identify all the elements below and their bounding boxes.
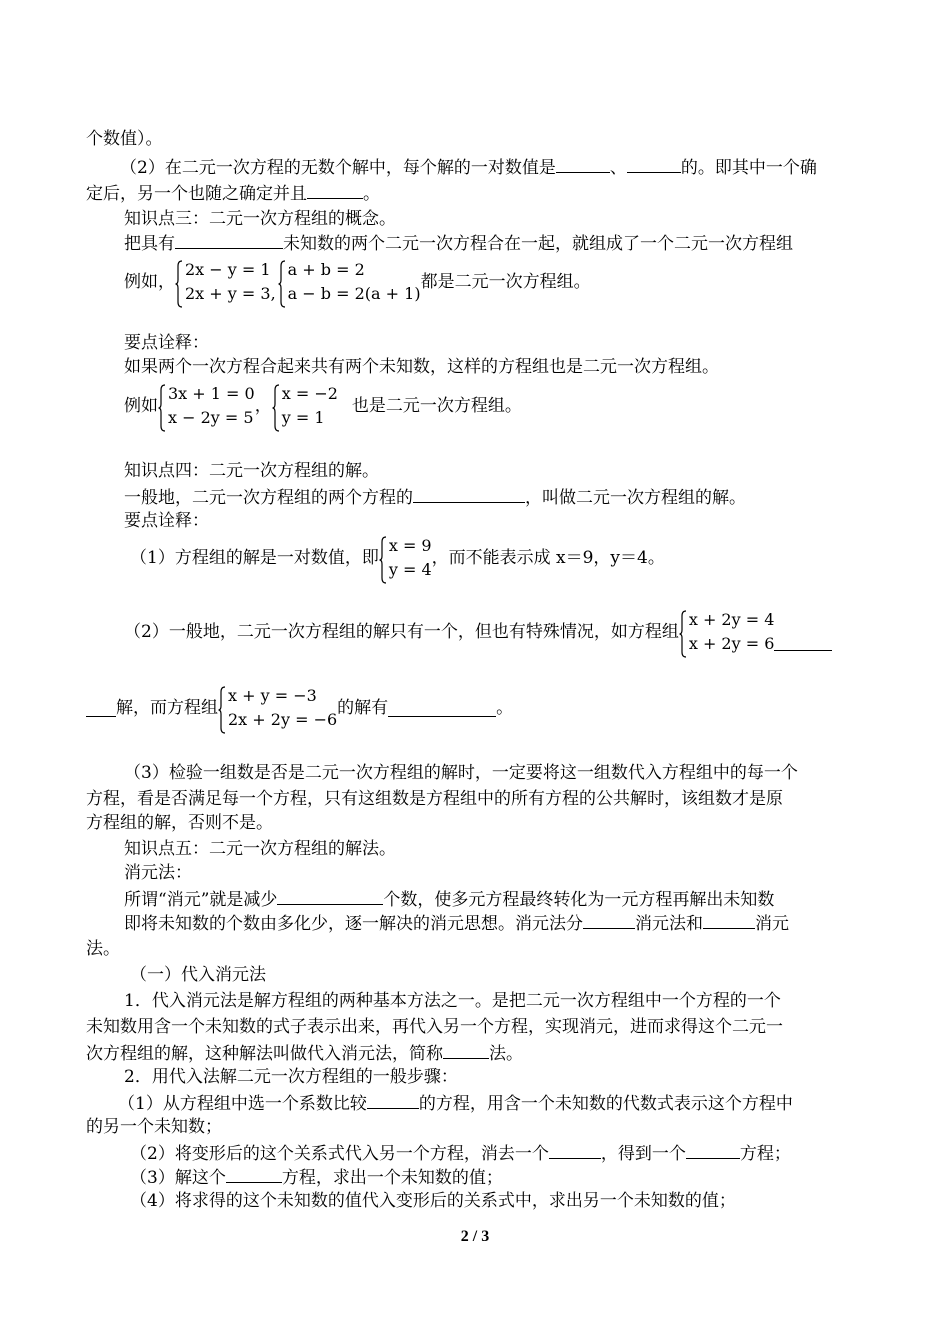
text-line: 方程组的解，否则不是。 [86, 813, 273, 833]
text: 。 [496, 698, 514, 718]
equation-row: x = 9 [388, 536, 432, 555]
equation-system [158, 382, 255, 430]
equation-row: x = −2 [281, 384, 338, 403]
example-line [124, 382, 522, 430]
text-line: 1．代入消元法是解方程组的两种基本方法之一。是把二元一次方程组中一个方程的一个 [124, 991, 781, 1011]
text: ，得到一个 [600, 1144, 686, 1164]
text: 即将未知数的个数由多化少，逐一解决的消元思想。消元法分 [124, 914, 583, 934]
text-line [86, 684, 513, 732]
blank [549, 1142, 601, 1159]
text-line: 的另一个未知数； [86, 1117, 222, 1137]
text: 把具有 [124, 234, 175, 254]
text-line: 个数值）。 [86, 129, 163, 149]
blank [413, 486, 525, 503]
blank [556, 156, 610, 173]
text: 都是二元一次方程组。 [420, 272, 591, 292]
text: （1）方程组的解是一对数值，即 [130, 548, 379, 568]
text-line [124, 232, 793, 255]
equation-system [679, 608, 775, 656]
equation-row: x + 2y = 6 [688, 634, 775, 653]
text-line [86, 182, 380, 205]
equation-system [175, 258, 276, 306]
text-line [124, 608, 832, 656]
blank [686, 1142, 740, 1159]
text: （1）从方程组中选一个系数比较 [118, 1094, 367, 1114]
text: 消元 [755, 914, 789, 934]
text: 的方程，用含一个未知数的代数式表示这个方程中 [418, 1094, 793, 1114]
section-heading: 知识点三：二元一次方程组的概念。 [124, 209, 396, 229]
text: 方程； [739, 1144, 791, 1164]
equation-system [218, 684, 337, 732]
text-line: 消元法： [124, 863, 192, 883]
text: 解，而方程组 [116, 698, 218, 718]
text-line: （3）检验一组数是否是二元一次方程组的解时，一定要将这一组数代入方程组中的每一个 [124, 763, 798, 783]
text: 的解有 [337, 698, 389, 718]
brace-icon [175, 260, 183, 308]
blank [367, 1092, 419, 1109]
text: 方程，求出一个未知数的值； [281, 1168, 503, 1188]
text-line: 2．用代入法解二元一次方程组的一般步骤： [124, 1067, 458, 1087]
blank [226, 1166, 282, 1183]
equation-system [379, 534, 432, 582]
text: ， [254, 396, 272, 416]
section-heading: 知识点五：二元一次方程组的解法。 [124, 839, 396, 859]
equation-row: x + y = −3 [228, 686, 317, 705]
text-line: 方程，看是否满足每一个方程，只有这组数是方程组中的所有方程的公共解时，该组数才是原 [86, 789, 783, 809]
brace-icon [218, 686, 226, 734]
text: 定后，另一个也随之确定并且 [86, 184, 307, 204]
text: 例如， [124, 272, 175, 292]
equation-row: x − 2y = 5 [168, 408, 254, 427]
text: 也是二元一次方程组。 [351, 396, 522, 416]
text: 所谓“消元”就是减少 [124, 890, 278, 910]
text: 、 [609, 158, 627, 178]
blank [86, 700, 116, 717]
blank [307, 182, 363, 199]
text-line [130, 1166, 503, 1189]
brace-icon [158, 384, 166, 432]
text: （2）将变形后的这个关系式代入另一个方程，消去一个 [130, 1144, 549, 1164]
text-line: 如果两个一次方程合起来共有两个未知数，这样的方程组也是二元一次方程组。 [124, 357, 719, 377]
brace-icon [379, 536, 387, 584]
example-line [124, 258, 591, 306]
note-heading: 要点诠释： [124, 511, 209, 531]
equation-system [272, 382, 338, 430]
blank [388, 700, 496, 717]
text: 法。 [489, 1044, 523, 1064]
text-line [124, 888, 774, 911]
equation-row: 3x + 1 = 0 [168, 384, 255, 403]
text: 。 [363, 184, 380, 204]
blank [774, 634, 832, 651]
text: （3）解这个 [130, 1168, 226, 1188]
equation-row: a + b = 2 [287, 260, 365, 279]
brace-icon [272, 384, 280, 432]
blank [627, 156, 681, 173]
text-line [124, 486, 746, 509]
text-line [118, 1092, 793, 1115]
equation-row: 2x − y = 1 [185, 260, 271, 279]
equation-row: 2x + 2y = −6 [228, 710, 338, 729]
text-line [86, 1042, 523, 1065]
text: （2）在二元一次方程的无数个解中，每个解的一对数值是 [120, 158, 556, 178]
text: 一般地，二元一次方程组的两个方程的 [124, 488, 413, 508]
brace-icon [278, 260, 286, 308]
blank [583, 912, 635, 929]
subsection-heading: （一）代入消元法 [130, 965, 266, 985]
text: 的。即其中一个确 [680, 158, 817, 178]
blank [703, 912, 755, 929]
equation-row: x + 2y = 4 [688, 610, 775, 629]
equation-row: y = 1 [281, 408, 325, 427]
text-line [124, 912, 789, 935]
note-heading: 要点诠释： [124, 333, 209, 353]
equation-system [278, 258, 421, 306]
equation-row: y = 4 [388, 560, 432, 579]
text: 未知数的两个二元一次方程合在一起，就组成了一个二元一次方程组 [283, 234, 793, 254]
text-line [130, 534, 665, 582]
page-number: 2 / 3 [460, 1228, 490, 1245]
text-line: 未知数用含一个未知数的式子表示出来，再代入另一个方程，实现消元，进而求得这个二元一 [86, 1017, 783, 1037]
text: ，而不能表示成 x＝9，y＝4。 [431, 548, 665, 568]
blank [277, 888, 383, 905]
equation-row: a − b = 2(a + 1) [287, 284, 421, 303]
blank [175, 232, 283, 249]
text: 例如 [124, 396, 158, 416]
blank [443, 1042, 489, 1059]
text: 个数，使多元方程最终转化为一元方程再解出未知数 [383, 890, 775, 910]
text-line [130, 1142, 791, 1165]
text-line [120, 156, 817, 179]
brace-icon [679, 610, 687, 658]
text: （2）一般地，二元一次方程组的解只有一个，但也有特殊情况，如方程组 [124, 622, 679, 642]
text-line: 法。 [86, 939, 120, 959]
text: 次方程组的解，这种解法叫做代入消元法，简称 [86, 1044, 443, 1064]
text: ，叫做二元一次方程组的解。 [525, 488, 746, 508]
section-heading: 知识点四：二元一次方程组的解。 [124, 461, 379, 481]
equation-row: 2x + y = 3, [185, 284, 276, 303]
text-line: （4）将求得的这个未知数的值代入变形后的关系式中，求出另一个未知数的值； [130, 1191, 736, 1211]
text: 消元法和 [635, 914, 703, 934]
